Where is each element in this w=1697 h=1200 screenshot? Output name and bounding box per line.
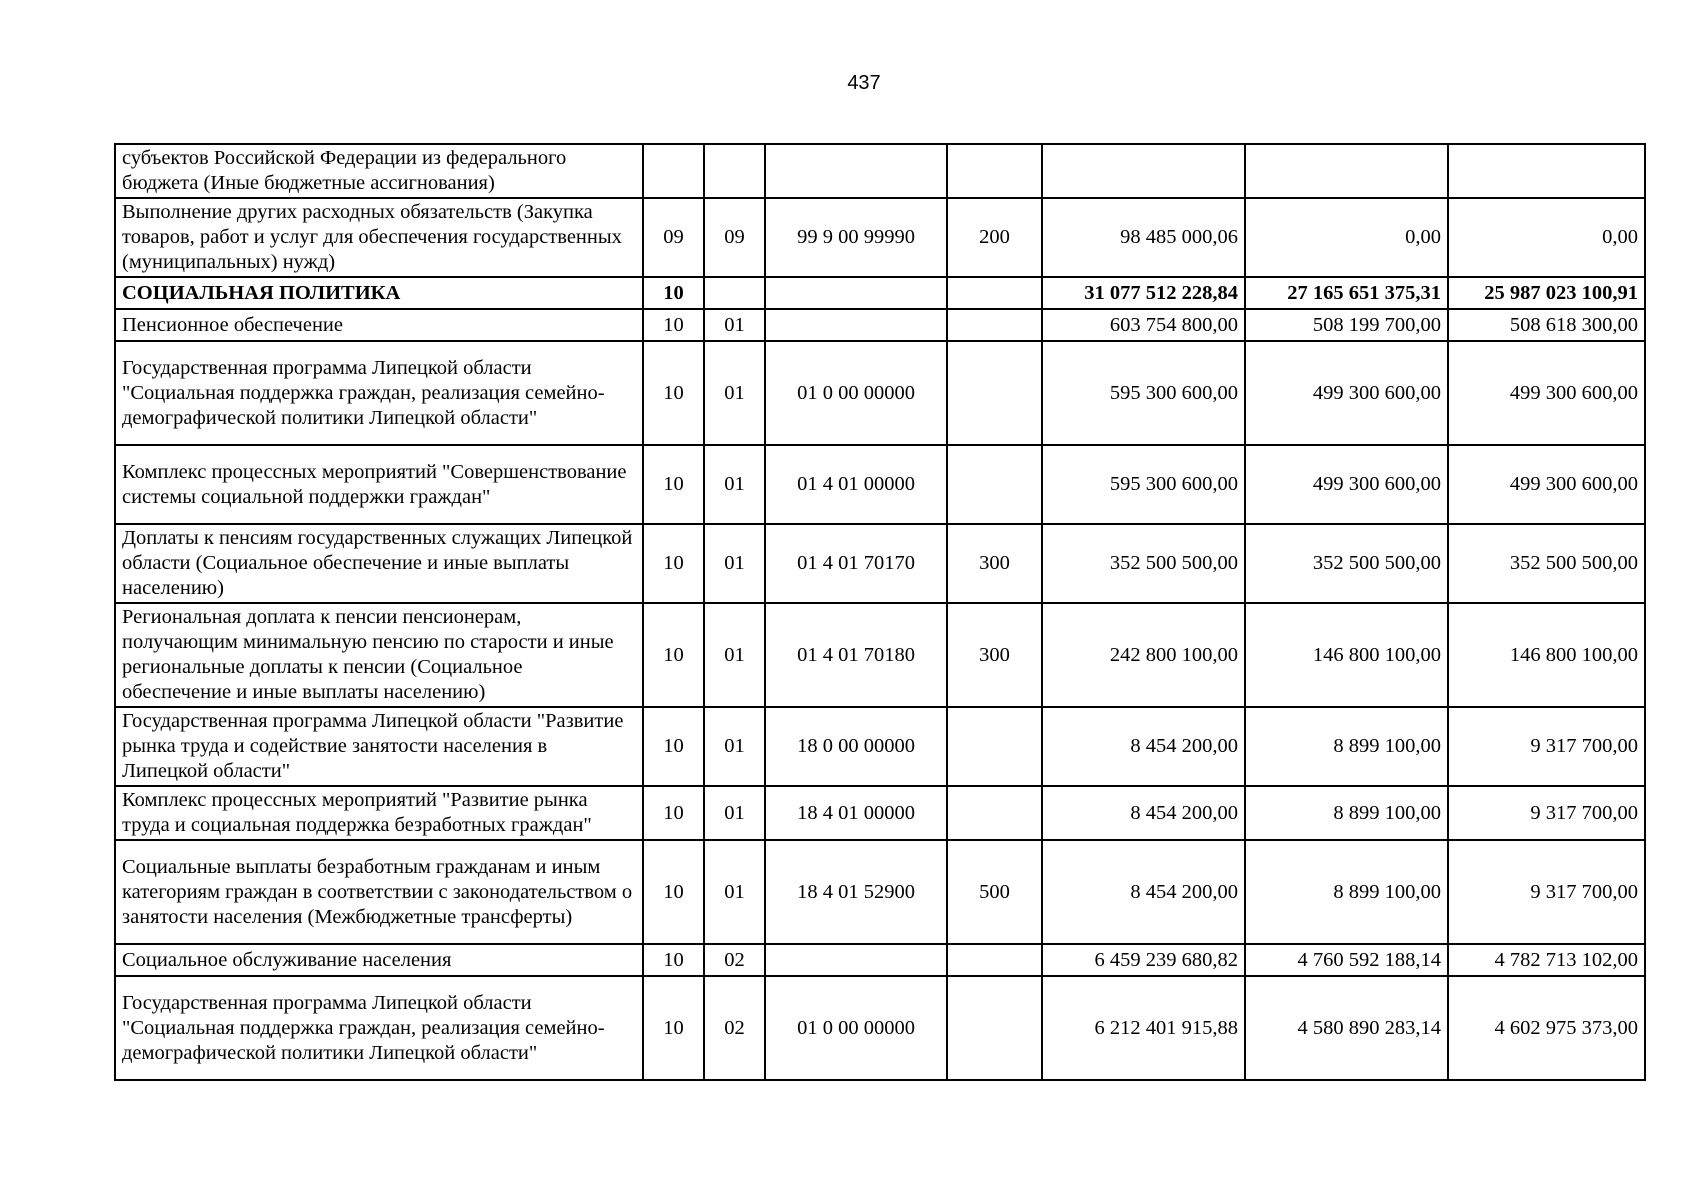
amount-year2-cell: 499 300 600,00 xyxy=(1245,445,1448,524)
section-code-cell: 10 xyxy=(643,840,704,944)
table-row xyxy=(115,341,1645,445)
amount-year3-cell: 0,00 xyxy=(1448,198,1645,277)
amount-year3-cell: 508 618 300,00 xyxy=(1448,309,1645,341)
subsection-code-cell: 09 xyxy=(704,198,765,277)
amount-year2-cell: 8 899 100,00 xyxy=(1245,786,1448,840)
amount-year3-cell: 9 317 700,00 xyxy=(1448,707,1645,786)
expense-type-cell: 500 xyxy=(947,840,1042,944)
expense-type-cell xyxy=(947,445,1042,524)
row-name-cell: Государственная программа Липецкой области "Социальная поддержка граждан, реализация семейно-демографической политики Липецкой области" xyxy=(115,976,643,1080)
amount-year2-cell: 146 800 100,00 xyxy=(1245,603,1448,707)
amount-year3-cell: 25 987 023 100,91 xyxy=(1448,277,1645,309)
expense-type-cell xyxy=(947,277,1042,309)
amount-year1-cell: 31 077 512 228,84 xyxy=(1042,277,1245,309)
section-code-cell: 10 xyxy=(643,603,704,707)
target-article-cell xyxy=(765,277,947,309)
subsection-code-cell: 01 xyxy=(704,445,765,524)
expense-type-cell: 200 xyxy=(947,198,1042,277)
amount-year1-cell: 8 454 200,00 xyxy=(1042,707,1245,786)
subsection-code-cell: 01 xyxy=(704,786,765,840)
amount-year3-cell: 9 317 700,00 xyxy=(1448,840,1645,944)
section-code-cell: 10 xyxy=(643,707,704,786)
subsection-code-cell: 01 xyxy=(704,840,765,944)
expense-type-cell xyxy=(947,309,1042,341)
amount-year2-cell: 352 500 500,00 xyxy=(1245,524,1448,603)
row-name-cell: Выполнение других расходных обязательств (Закупка товаров, работ и услуг для обеспечения государственных (муниципальных) нужд) xyxy=(115,198,643,277)
target-article-cell: 18 4 01 52900 xyxy=(765,840,947,944)
table-row xyxy=(115,277,1645,309)
amount-year3-cell: 4 602 975 373,00 xyxy=(1448,976,1645,1080)
row-name-cell: Социальные выплаты безработным гражданам и иным категориям граждан в соответствии с законодательством о занятости населения (Межбюджетные трансферты) xyxy=(115,840,643,944)
amount-year2-cell: 499 300 600,00 xyxy=(1245,341,1448,445)
amount-year2-cell: 8 899 100,00 xyxy=(1245,840,1448,944)
section-code-cell: 10 xyxy=(643,341,704,445)
amount-year3-cell: 4 782 713 102,00 xyxy=(1448,944,1645,976)
section-code-cell: 10 xyxy=(643,277,704,309)
amount-year1-cell: 8 454 200,00 xyxy=(1042,786,1245,840)
target-article-cell: 99 9 00 99990 xyxy=(765,198,947,277)
row-name-cell: Государственная программа Липецкой области "Социальная поддержка граждан, реализация семейно-демографической политики Липецкой области" xyxy=(115,341,643,445)
expense-type-cell xyxy=(947,976,1042,1080)
amount-year3-cell: 499 300 600,00 xyxy=(1448,341,1645,445)
amount-year2-cell: 0,00 xyxy=(1245,198,1448,277)
table-row xyxy=(115,524,1645,603)
row-name-cell: Пенсионное обеспечение xyxy=(115,309,643,341)
subsection-code-cell: 01 xyxy=(704,524,765,603)
table-body xyxy=(115,144,1645,1080)
amount-year1-cell: 242 800 100,00 xyxy=(1042,603,1245,707)
row-name-cell: Комплекс процессных мероприятий "Совершенствование системы социальной поддержки граждан" xyxy=(115,445,643,524)
amount-year2-cell: 4 760 592 188,14 xyxy=(1245,944,1448,976)
section-code-cell xyxy=(643,144,704,198)
expense-type-cell: 300 xyxy=(947,603,1042,707)
amount-year1-cell: 6 459 239 680,82 xyxy=(1042,944,1245,976)
amount-year1-cell: 6 212 401 915,88 xyxy=(1042,976,1245,1080)
subsection-code-cell: 01 xyxy=(704,309,765,341)
amount-year2-cell: 8 899 100,00 xyxy=(1245,707,1448,786)
amount-year2-cell: 4 580 890 283,14 xyxy=(1245,976,1448,1080)
page-number: 437 xyxy=(847,72,881,94)
budget-table xyxy=(114,143,1646,1081)
subsection-code-cell: 01 xyxy=(704,603,765,707)
amount-year1-cell: 595 300 600,00 xyxy=(1042,445,1245,524)
subsection-code-cell: 02 xyxy=(704,944,765,976)
target-article-cell xyxy=(765,944,947,976)
amount-year1-cell: 98 485 000,06 xyxy=(1042,198,1245,277)
target-article-cell xyxy=(765,144,947,198)
amount-year3-cell: 352 500 500,00 xyxy=(1448,524,1645,603)
table-row xyxy=(115,707,1645,786)
row-name-cell: субъектов Российской Федерации из федерального бюджета (Иные бюджетные ассигнования) xyxy=(115,144,643,198)
expense-type-cell xyxy=(947,786,1042,840)
subsection-code-cell xyxy=(704,144,765,198)
row-name-cell: Доплаты к пенсиям государственных служащих Липецкой области (Социальное обеспечение и иные выплаты населению) xyxy=(115,524,643,603)
expense-type-cell xyxy=(947,707,1042,786)
expense-type-cell xyxy=(947,341,1042,445)
target-article-cell: 01 4 01 70170 xyxy=(765,524,947,603)
target-article-cell: 18 4 01 00000 xyxy=(765,786,947,840)
amount-year1-cell: 8 454 200,00 xyxy=(1042,840,1245,944)
table-row xyxy=(115,603,1645,707)
section-code-cell: 10 xyxy=(643,786,704,840)
row-name-cell: Государственная программа Липецкой области "Развитие рынка труда и содействие занятости населения в Липецкой области" xyxy=(115,707,643,786)
target-article-cell: 01 4 01 00000 xyxy=(765,445,947,524)
section-code-cell: 10 xyxy=(643,309,704,341)
row-name-cell: Социальное обслуживание населения xyxy=(115,944,643,976)
table-row xyxy=(115,144,1645,198)
expense-type-cell xyxy=(947,144,1042,198)
amount-year3-cell xyxy=(1448,144,1645,198)
amount-year1-cell xyxy=(1042,144,1245,198)
amount-year1-cell: 595 300 600,00 xyxy=(1042,341,1245,445)
section-code-cell: 10 xyxy=(643,976,704,1080)
expense-type-cell xyxy=(947,944,1042,976)
amount-year3-cell: 146 800 100,00 xyxy=(1448,603,1645,707)
section-code-cell: 10 xyxy=(643,445,704,524)
table-row xyxy=(115,840,1645,944)
amount-year2-cell xyxy=(1245,144,1448,198)
subsection-code-cell: 02 xyxy=(704,976,765,1080)
subsection-code-cell: 01 xyxy=(704,707,765,786)
amount-year1-cell: 603 754 800,00 xyxy=(1042,309,1245,341)
amount-year2-cell: 27 165 651 375,31 xyxy=(1245,277,1448,309)
table-row xyxy=(115,976,1645,1080)
amount-year1-cell: 352 500 500,00 xyxy=(1042,524,1245,603)
table-row xyxy=(115,944,1645,976)
target-article-cell: 18 0 00 00000 xyxy=(765,707,947,786)
section-code-cell: 09 xyxy=(643,198,704,277)
section-code-cell: 10 xyxy=(643,524,704,603)
row-name-cell: Региональная доплата к пенсии пенсионерам, получающим минимальную пенсию по старости и иные региональные доплаты к пенсии (Социальное обеспечение и иные выплаты населению) xyxy=(115,603,643,707)
row-name-cell: СОЦИАЛЬНАЯ ПОЛИТИКА xyxy=(115,277,643,309)
amount-year3-cell: 9 317 700,00 xyxy=(1448,786,1645,840)
target-article-cell xyxy=(765,309,947,341)
table-row xyxy=(115,309,1645,341)
table-row xyxy=(115,786,1645,840)
target-article-cell: 01 0 00 00000 xyxy=(765,341,947,445)
amount-year3-cell: 499 300 600,00 xyxy=(1448,445,1645,524)
table-row xyxy=(115,198,1645,277)
expense-type-cell: 300 xyxy=(947,524,1042,603)
subsection-code-cell xyxy=(704,277,765,309)
target-article-cell: 01 4 01 70180 xyxy=(765,603,947,707)
table-row xyxy=(115,445,1645,524)
subsection-code-cell: 01 xyxy=(704,341,765,445)
target-article-cell: 01 0 00 00000 xyxy=(765,976,947,1080)
row-name-cell: Комплекс процессных мероприятий "Развитие рынка труда и социальная поддержка безработных граждан" xyxy=(115,786,643,840)
amount-year2-cell: 508 199 700,00 xyxy=(1245,309,1448,341)
section-code-cell: 10 xyxy=(643,944,704,976)
